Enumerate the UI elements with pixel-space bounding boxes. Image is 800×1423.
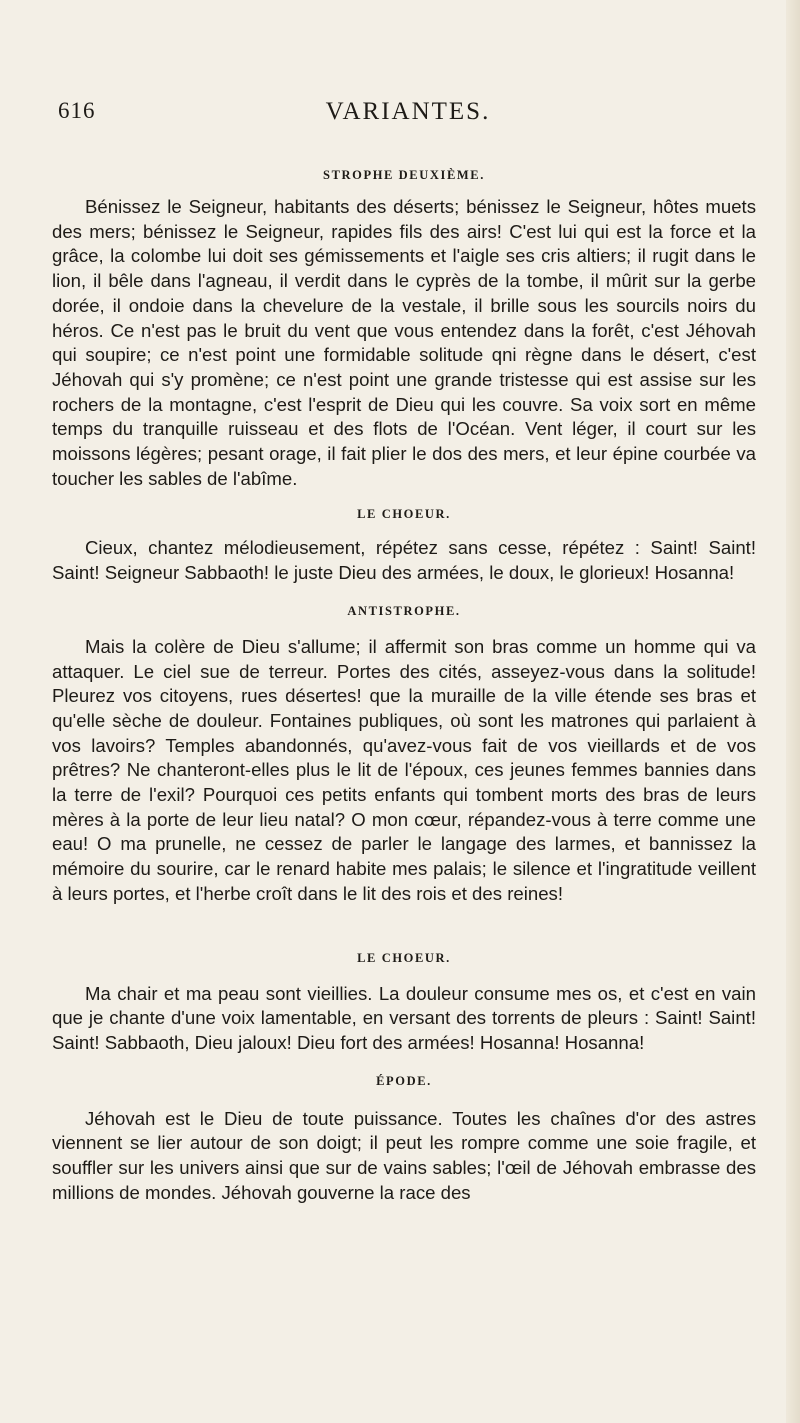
- paragraph-choeur: Cieux, chantez mélodieusement, répétez sans cesse, répétez : Saint! Saint! Saint! Seigneur Sabbaoth! le juste Dieu des armées, le doux, le glorieux! Hosanna!: [52, 537, 756, 584]
- page-body: [52, 168, 756, 1206]
- section-heading-choeur-2: LE CHOEUR.: [357, 950, 451, 965]
- section-heading-choeur: LE CHOEUR.: [357, 507, 451, 522]
- page-number: 616: [58, 98, 96, 123]
- section-heading-epode: ÉPODE.: [376, 1073, 432, 1088]
- paragraph-epode: Jéhovah est le Dieu de toute puissance. Toutes les chaînes d'or des astres viennent se lier autour de son doigt; il peut les rompre comme une soie fragile, et souffler sur les univers ainsi que sur de vains sables; l'œil de Jéhovah embrasse des millions de mondes. Jéhovah gouverne la race des: [52, 1107, 756, 1203]
- paragraph-strophe: Bénissez le Seigneur, habitants des déserts; bénissez le Seigneur, hôtes muets des mers; bénissez le Seigneur, rapides fils des airs! C'est lui qui est la force et la grâce, la colombe lui doit ses gémissements et l'aigle ses cris altiers; il rugit dans le lion, il bêle dans l'agneau, il verdit dans le cyprès de la tombe, il mûrit sur la gerbe dorée, il ondoie dans la chevelure de la vestale, il brille sous les sourcils noirs du héros. Ce n'est pas le bruit du vent que vous entendez dans la forêt, c'est Jéhovah qui soupire; ce n'est point une formidable solitude qni règne dans le désert, c'est Jéhovah qui s'y promène; ce n'est point une grande tristesse qui est assise sur les rochers de la montagne, c'est l'esprit de Dieu qui les couvre. Sa voix sort en même temps du tranquille ruisseau et des flots de l'Océan. Vent léger, il court sur les moissons légères; pesant orage, il fait plier le dos des mers, et leur épine courbée va toucher les sables de l'abîme.: [52, 196, 756, 489]
- page-edge: [786, 0, 800, 1423]
- paragraph-choeur-2: Ma chair et ma peau sont vieillies. La douleur consume mes os, et c'est en vain que je chante d'une voix lamentable, en versant des torrents de pleurs : Saint! Saint! Saint! Sabbaoth, Dieu jaloux! Dieu fort des armées! Hosanna! Hosanna!: [52, 982, 756, 1053]
- running-title: VARIANTES.: [325, 98, 491, 125]
- paragraph-antistrophe: Mais la colère de Dieu s'allume; il affermit son bras comme un homme qui va attaquer. Le ciel sue de terreur. Portes des cités, asseyez-vous dans la solitude! Pleurez vos citoyens, rues désertes! que la muraille de la ville étende ses bras et qu'elle sèche de douleur. Fontaines publiques, où sont les matrones qui parlaient à vos lavoirs? Temples abandonnés, qu'avez-vous fait de vos vieillards et de vos prêtres? Ne chanteront-elles plus le lit de l'époux, ces jeunes femmes bannies dans la terre de l'exil? Pourquoi ces petits enfants qui tombent morts des bras de leurs mères à la porte de leur lieu natal? O mon cœur, répandez-vous à terre comme une eau! O ma prunelle, ne cessez de parler le langage des larmes, et bannissez la mémoire du sourire, car le renard habite mes palais; le silence et l'ingratitude veillent à leurs portes, et l'herbe croît dans le lit des rois et des reines!: [52, 635, 756, 904]
- section-heading-strophe: STROPHE DEUXIÈME.: [323, 168, 485, 182]
- section-heading-antistrophe: ANTISTROPHE.: [347, 603, 461, 618]
- page-header: [58, 98, 758, 132]
